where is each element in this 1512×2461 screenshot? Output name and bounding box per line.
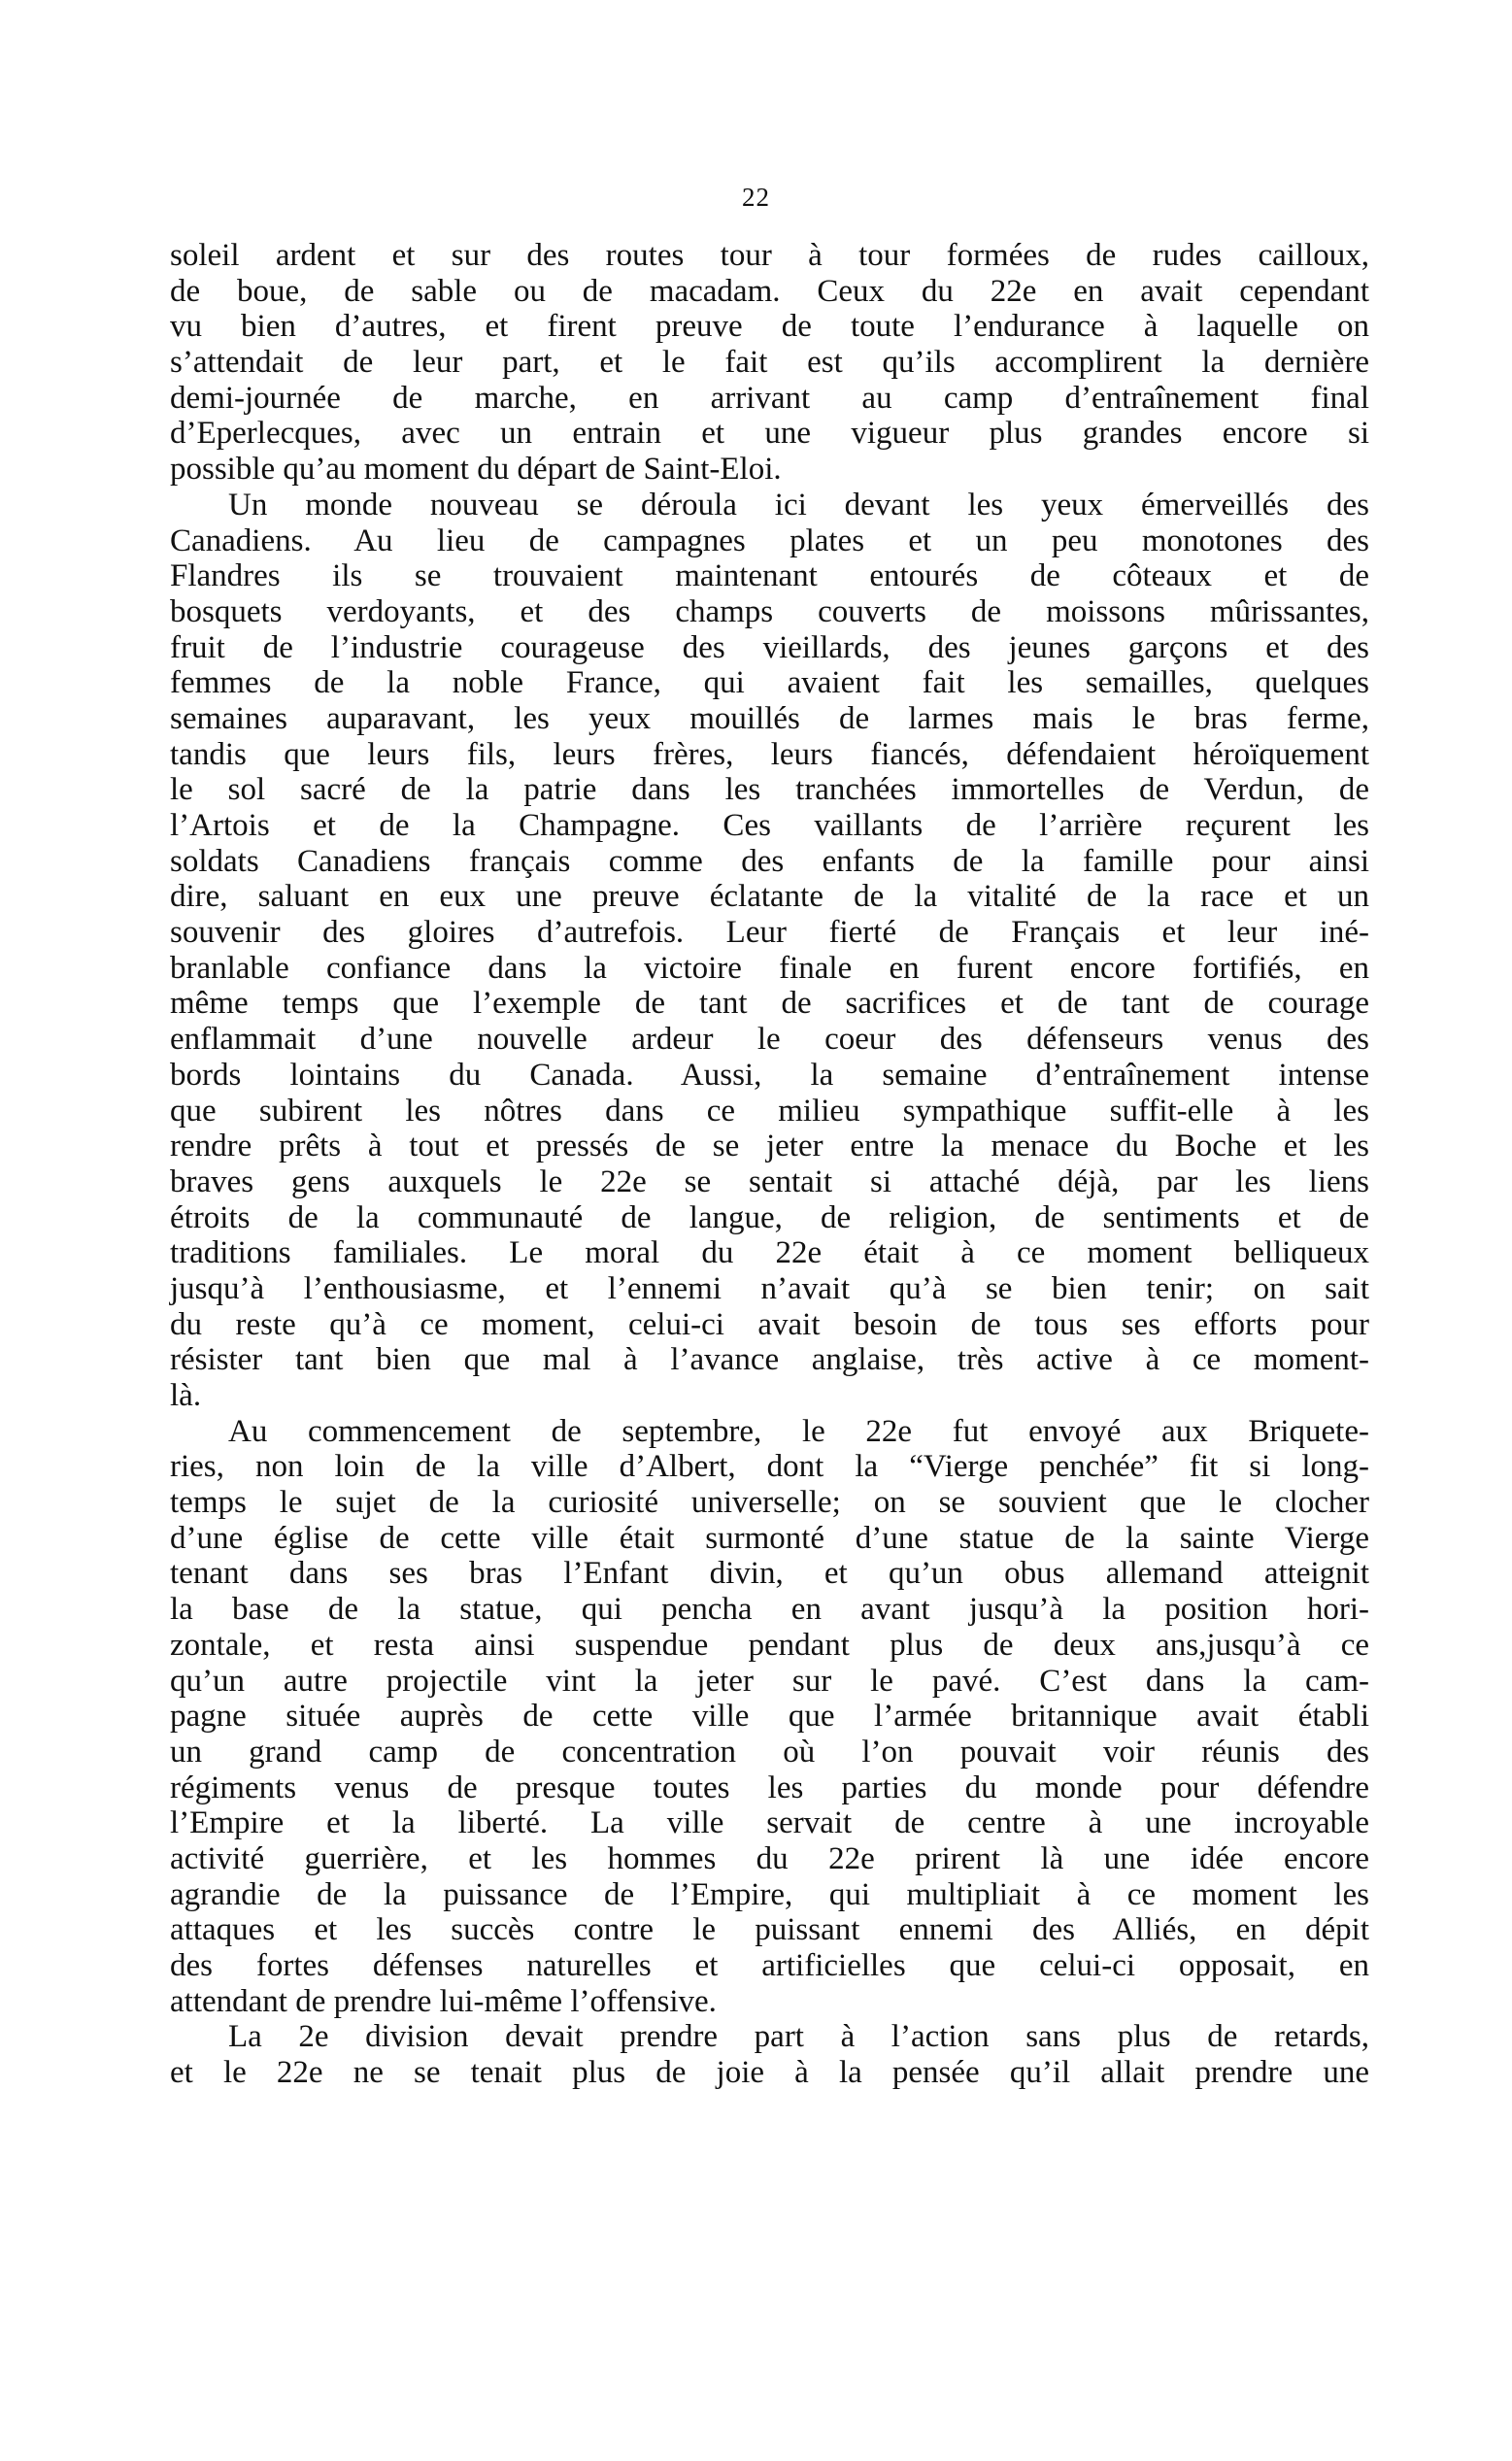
text-line: branlable confiance dans la victoire finale en furent encore fortifiés, en [170, 950, 1369, 986]
text-line: régiments venus de presque toutes les parties du monde pour défendre [170, 1770, 1369, 1805]
text-line: la base de la statue, qui pencha en avant jusqu’à la position hori- [170, 1592, 1369, 1628]
text-line: possible qu’au moment du départ de Saint-Eloi. [170, 452, 782, 488]
text-line: bosquets verdoyants, et des champs couverts de moissons mûrissantes, [170, 593, 1369, 629]
text-line: zontale, et resta ainsi suspendue pendant plus de deux ans,jusqu’à ce [170, 1627, 1369, 1663]
text-line: semaines auparavant, les yeux mouillés de larmes mais le bras ferme, [170, 700, 1369, 736]
text-line: braves gens auxquels le 22e se sentait si attaché déjà, par les liens [170, 1163, 1369, 1199]
text-line: l’Empire et la liberté. La ville servait de centre à une incroyable [170, 1805, 1369, 1841]
text-line: pagne située auprès de cette ville que l’armée britannique avait établi [170, 1699, 1369, 1735]
text-line: et le 22e ne se tenait plus de joie à la pensée qu’il allait prendre une [170, 2055, 1369, 2091]
text-line: enflammait d’une nouvelle ardeur le coeur des défenseurs venus des [170, 1022, 1369, 1058]
text-line: rendre prêts à tout et pressés de se jeter entre la menace du Boche et les [170, 1129, 1369, 1164]
text-line: souvenir des gloires d’autrefois. Leur fierté de Français et leur iné- [170, 915, 1369, 951]
body-text [170, 238, 1369, 2091]
text-line: d’Eperlecques, avec un entrain et une vigueur plus grandes encore si [170, 416, 1369, 452]
text-line: jusqu’à l’enthousiasme, et l’ennemi n’avait qu’à se bien tenir; on sait [170, 1270, 1369, 1306]
text-line: résister tant bien que mal à l’avance anglaise, très active à ce moment- [170, 1342, 1369, 1378]
text-line: un grand camp de concentration où l’on pouvait voir réunis des [170, 1734, 1369, 1770]
text-line: temps le sujet de la curiosité universelle; on se souvient que le clocher [170, 1485, 1369, 1521]
text-line: des fortes défenses naturelles et artificielles que celui-ci opposait, en [170, 1948, 1369, 1983]
text-line: traditions familiales. Le moral du 22e était à ce moment belliqueux [170, 1235, 1369, 1271]
text-line: attendant de prendre lui-même l’offensive. [170, 1983, 717, 2019]
text-line: Un monde nouveau se déroula ici devant les yeux émerveillés des [228, 487, 1369, 523]
text-line: qu’un autre projectile vint la jeter sur le pavé. C’est dans la cam- [170, 1663, 1369, 1699]
text-line: attaques et les succès contre le puissant ennemi des Alliés, en dépit [170, 1912, 1369, 1948]
text-line: Au commencement de septembre, le 22e fut envoyé aux Briquete- [228, 1413, 1369, 1449]
text-line: ries, non loin de la ville d’Albert, dont la “Vierge penchée” fit si long- [170, 1449, 1369, 1485]
text-line: soleil ardent et sur des routes tour à tour formées de rudes cailloux, [170, 238, 1369, 273]
text-line: de boue, de sable ou de macadam. Ceux du 22e en avait cependant [170, 273, 1369, 309]
page-number: 22 [742, 183, 770, 212]
text-line: bords lointains du Canada. Aussi, la semaine d’entraînement intense [170, 1057, 1369, 1093]
text-line: là. [170, 1378, 202, 1413]
text-line: demi-journée de marche, en arrivant au camp d’entraînement final [170, 380, 1369, 416]
text-line: tenant dans ses bras l’Enfant divin, et qu’un obus allemand atteignit [170, 1556, 1369, 1592]
text-line: l’Artois et de la Champagne. Ces vaillants de l’arrière reçurent les [170, 808, 1369, 843]
text-line: Flandres ils se trouvaient maintenant entourés de côteaux et de [170, 558, 1369, 594]
text-line: s’attendait de leur part, et le fait est qu’ils accomplirent la dernière [170, 345, 1369, 381]
text-line: La 2e division devait prendre part à l’action sans plus de retards, [228, 2019, 1369, 2055]
text-line: fruit de l’industrie courageuse des vieillards, des jeunes garçons et des [170, 629, 1369, 665]
text-line: tandis que leurs fils, leurs frères, leurs fiancés, défendaient héroïquement [170, 736, 1369, 772]
text-line: que subirent les nôtres dans ce milieu sympathique suffit-elle à les [170, 1093, 1369, 1129]
text-line: le sol sacré de la patrie dans les tranchées immortelles de Verdun, de [170, 772, 1369, 808]
text-line: agrandie de la puissance de l’Empire, qui multipliait à ce moment les [170, 1876, 1369, 1912]
text-line: du reste qu’à ce moment, celui-ci avait besoin de tous ses efforts pour [170, 1306, 1369, 1342]
text-line: d’une église de cette ville était surmonté d’une statue de la sainte Vierge [170, 1520, 1369, 1556]
text-line: Canadiens. Au lieu de campagnes plates et un peu monotones des [170, 523, 1369, 558]
text-line: vu bien d’autres, et firent preuve de toute l’endurance à laquelle on [170, 309, 1369, 345]
text-line: activité guerrière, et les hommes du 22e prirent là une idée encore [170, 1840, 1369, 1876]
text-line: étroits de la communauté de langue, de religion, de sentiments et de [170, 1199, 1369, 1235]
text-line: femmes de la noble France, qui avaient fait les semailles, quelques [170, 665, 1369, 701]
text-line: soldats Canadiens français comme des enfants de la famille pour ainsi [170, 843, 1369, 879]
text-line: dire, saluant en eux une preuve éclatante de la vitalité de la race et un [170, 879, 1369, 915]
text-line: même temps que l’exemple de tant de sacrifices et de tant de courage [170, 986, 1369, 1022]
